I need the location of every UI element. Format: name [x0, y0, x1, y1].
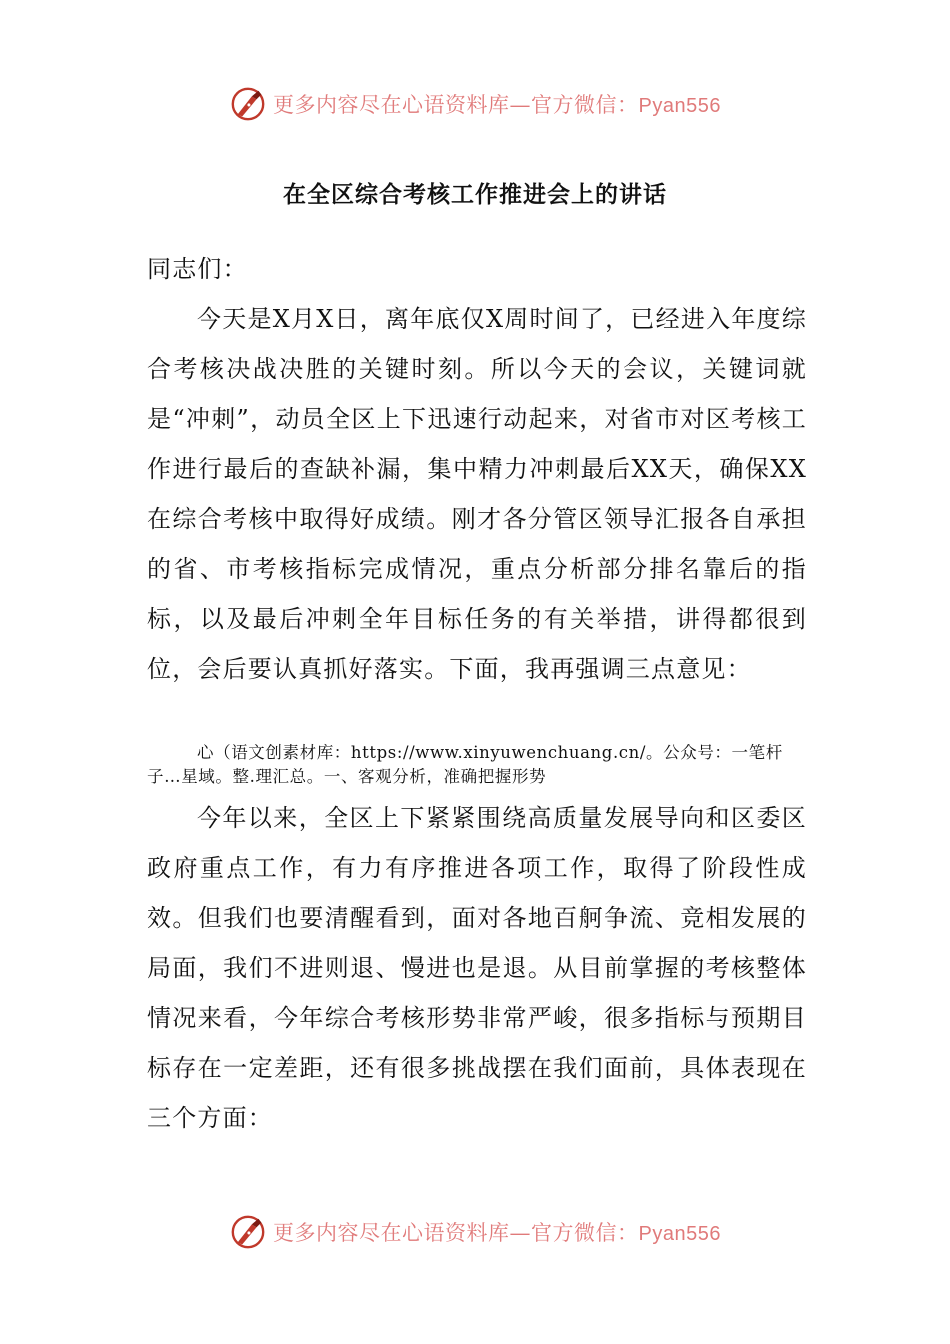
- footer-watermark: [0, 1208, 950, 1256]
- pen-nib-circle-icon: [229, 85, 267, 123]
- greeting: 同志们：: [147, 255, 248, 283]
- document-title: 在全区综合考核工作推进会上的讲话: [283, 181, 667, 208]
- paragraph-1: 今天是X月X日，离年底仅X周时间了，已经进入年度综合考核决战决胜的关键时刻。所以今天的会议，关键词就是“冲刺”，动员全区上下迅速行动起来，对省市对区考核工作进行最后的查缺补漏，集中精力冲刺最后XX天，确保XX在综合考核中取得好成绩。刚才各分管区领导汇报各自承担的省、市考核指标完成情况，重点分析部分排名靠后的指标，以及最后冲刺全年目标任务的有关举措，讲得都很到位，会后要认真抓好落实。下面，我再强调三点意见：: [147, 305, 807, 683]
- header-watermark: [0, 80, 950, 128]
- pen-nib-circle-icon: [229, 1213, 267, 1251]
- source-note: 心（语文创素材库：https://www.xinyuwenchuang.cn/。公众号：一笔杆子…星域。整.理汇总。一、客观分析，准确把握形势: [147, 743, 783, 786]
- watermark-text: 更多内容尽在心语资料库—官方微信：Pyan556: [273, 93, 721, 117]
- paragraph-2: 今年以来，全区上下紧紧围绕高质量发展导向和区委区政府重点工作，有力有序推进各项工作，取得了阶段性成效。但我们也要清醒看到，面对各地百舸争流、竞相发展的局面，我们不进则退、慢进也是退。从目前掌握的考核整体情况来看，今年综合考核形势非常严峻，很多指标与预期目标存在一定差距，还有很多挑战摆在我们面前，具体表现在三个方面：: [147, 804, 807, 1132]
- watermark-text: 更多内容尽在心语资料库—官方微信：Pyan556: [273, 1221, 721, 1245]
